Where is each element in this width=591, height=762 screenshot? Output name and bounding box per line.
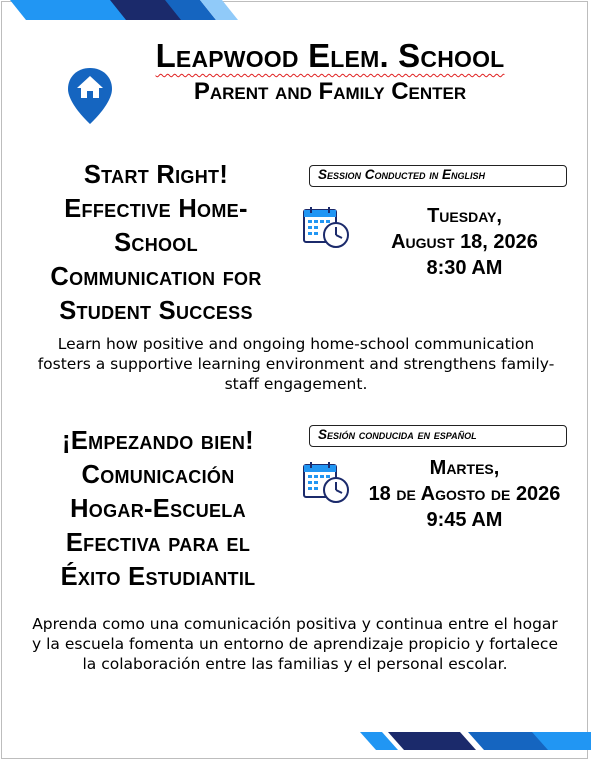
date-full: 18 de Agosto de 2026 xyxy=(368,483,561,505)
title-line: Éxito Estudiantil xyxy=(60,563,256,591)
school-title: Leapwood Elem. School xyxy=(155,37,505,74)
title-line: Efectiva para el xyxy=(65,529,251,557)
spanish-description: Aprenda como una comunicación positiva y continua entre el hogar y la escuela fomenta un entorno de aprendizaje propicio y fortalece la colaboración entre las familias y el personal escolar. xyxy=(32,615,558,673)
title-line: ¡Empezando bien! xyxy=(62,427,254,455)
top-stripes xyxy=(0,0,240,24)
english-description: Learn how positive and ongoing home-school communication fosters a supportive learning environment and strengthens family-staff engagement. xyxy=(37,335,555,393)
title-line: Start Right! xyxy=(83,161,229,189)
title-line: School xyxy=(114,229,198,257)
date-day: Tuesday, xyxy=(427,205,502,227)
session-time: 8:30 AM xyxy=(426,257,503,279)
spanish-session-title xyxy=(12,424,304,594)
date-full: August 18, 2026 xyxy=(391,231,538,253)
english-datetime xyxy=(352,203,577,281)
english-session-title xyxy=(18,158,294,328)
spanish-datetime xyxy=(342,455,587,533)
title-line: Student Success xyxy=(59,297,253,325)
bottom-stripes xyxy=(360,732,591,754)
english-language-badge: Session Conducted in English xyxy=(309,165,567,187)
calendar-clock-icon xyxy=(302,205,350,249)
date-day: Martes, xyxy=(429,457,500,479)
spanish-language-badge: Sesión conducida en español xyxy=(309,425,567,447)
center-subtitle: Parent and Family Center xyxy=(193,78,467,105)
title-line: Effective Home- xyxy=(64,195,248,223)
title-line: Communication for xyxy=(50,263,262,291)
stripe-navy-2 xyxy=(388,732,476,750)
title-line: Hogar-Escuela xyxy=(70,495,246,523)
title-line: Comunicación xyxy=(81,461,235,489)
session-time: 9:45 AM xyxy=(426,509,503,531)
